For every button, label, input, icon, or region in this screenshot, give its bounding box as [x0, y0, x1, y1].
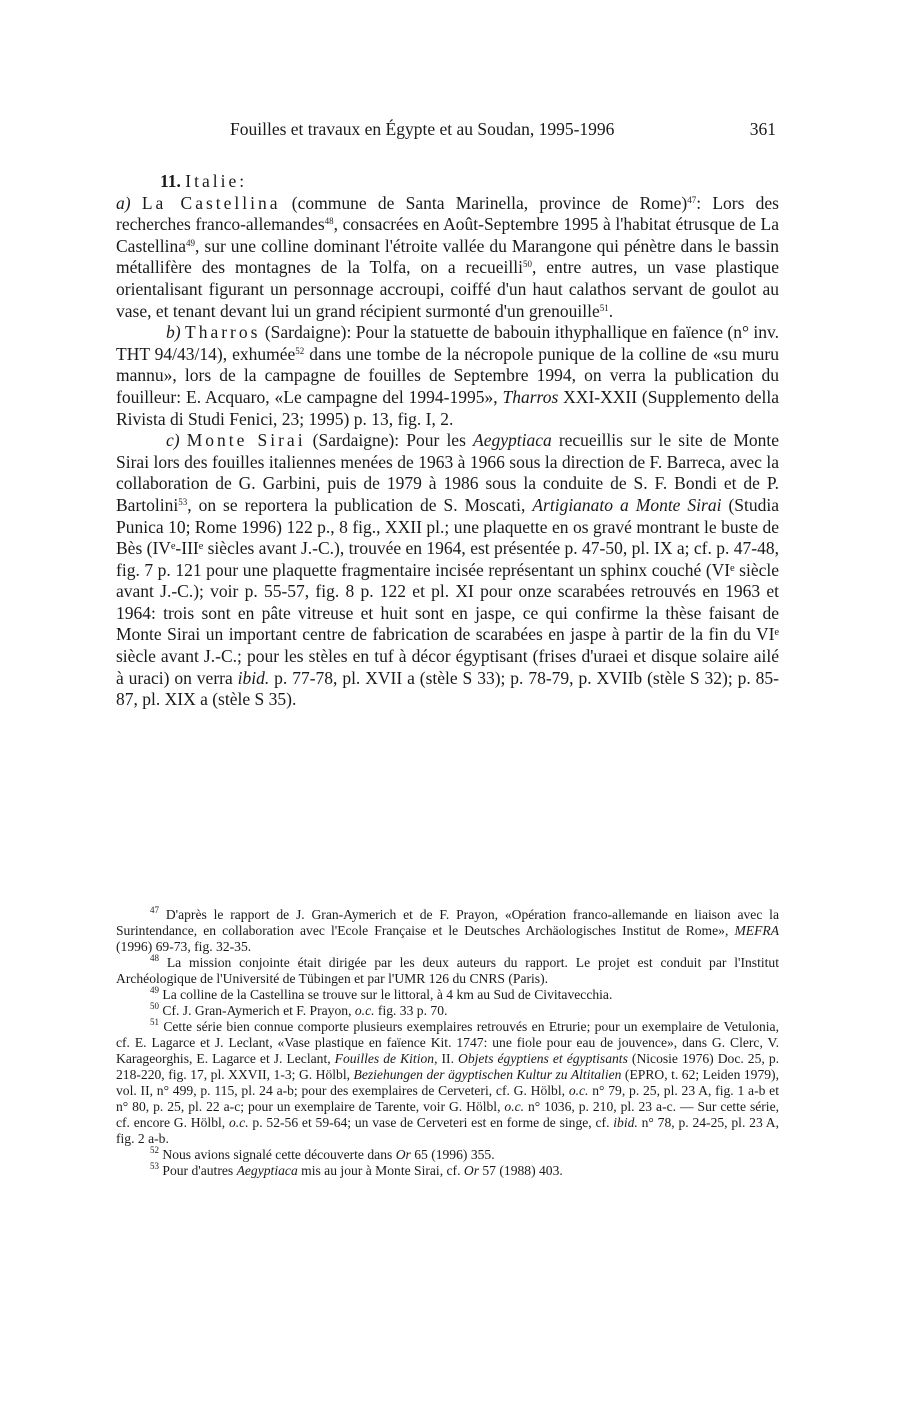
footnote-number: 48 — [150, 953, 159, 963]
italic-term: o.c. — [504, 1099, 525, 1114]
italic-term: o.c. — [228, 1115, 249, 1130]
text: (Sardaigne): Pour la statuette de babouin ithyphallique en faïence (n° inv. THT 94/43/14), exhumée — [116, 322, 780, 364]
italic-term: Aegyptiaca — [473, 430, 552, 451]
text: recueillis sur le site de Monte Sirai lors des fouilles italiennes menées de 1963 à 1966 sous la direction de F. Barreca, avec la collaboration de G. Garbini, puis de 1979 à 1986 sous la conduite de S. F. Bondi et de P. Bartolini — [116, 430, 780, 515]
book-title: Artigianato a Monte Sirai — [532, 494, 722, 515]
section-number: 11. — [160, 171, 181, 191]
footnote-48 — [116, 955, 779, 987]
text: , sur une colline dominant l'étroite vallée du Marangone qui pénètre dans le bassin métallifère des montagnes de la Tolfa, on a recueilli — [116, 235, 779, 278]
running-title: Fouilles et travaux en Égypte et au Soudan, 1995-1996 — [230, 119, 615, 139]
text: dans une tombe de la nécropole punique de la colline de «su muru mannu», lors de la campagne de fouilles de Septembre 1994, on verra la publication du fouilleur: E. Acquaro, «Le campagne del 1994-1995», — [116, 343, 779, 407]
footnote-52 — [116, 1147, 779, 1163]
book-title: Objets égyptiens et égyptisants — [458, 1051, 628, 1066]
text: XXI-XXII (Supplemento della Rivista di Studi Fenici, 23; 1995) p. 13, fig. I, 2. — [116, 386, 779, 429]
paragraph-monte-sirai — [116, 430, 779, 711]
text: (Nicosie 1976) Doc. 25, p. 218-220, fig. 17, pl. XXVII, 1-3; G. Hölbl, — [116, 1051, 780, 1082]
text: fig. 33 p. 70. — [374, 1003, 448, 1018]
footnote-ref-52: 52 — [295, 345, 305, 356]
text: (1996) 69-73, fig. 32-35. — [116, 939, 252, 954]
text: . — [608, 300, 614, 321]
footnote-49 — [116, 987, 779, 1003]
item-letter-b: b) — [166, 322, 181, 343]
text: : Lors des recherches franco-allemandes — [116, 192, 779, 235]
item-letter-a: a) — [116, 192, 131, 213]
site-name-castellina: La Castellina — [141, 192, 281, 213]
item-letter-c: c) — [166, 430, 180, 451]
footnote-50 — [116, 1003, 779, 1019]
footnote-number: 53 — [150, 1161, 159, 1171]
footnote-51 — [116, 1019, 779, 1147]
journal-title: Or — [463, 1163, 479, 1178]
journal-title: Tharros — [502, 386, 559, 407]
footnote-number: 47 — [150, 905, 159, 915]
footnote-number: 51 — [150, 1017, 159, 1027]
paragraph-italie-a — [116, 171, 779, 322]
text: n° 78, p. 24-25, pl. 23 A, fig. 2 a-b. — [116, 1115, 780, 1146]
text: n° 79, p. 25, pl. 23 A, fig. 1 a-b et n° 80, p. 25, pl. 22 a-c; pour un exemplaire de Tarente, voir G. Hölbl, — [116, 1083, 779, 1114]
text: , consacrées en Août-Septembre 1995 à l'habitat étrusque de La Castellina — [116, 214, 779, 256]
text: (commune de Santa Marinella, province de Rome) — [280, 192, 688, 213]
section-heading: Italie: — [185, 171, 248, 191]
footnote-ref-53: 53 — [178, 496, 188, 507]
text: La colline de la Castellina se trouve sur le littoral, à 4 km au Sud de Civitavecchia. — [159, 987, 613, 1002]
journal-title: Or — [395, 1147, 411, 1162]
text: Pour d'autres — [159, 1163, 237, 1178]
footnote-ref-51: 51 — [599, 302, 609, 313]
footnote-number: 50 — [150, 1001, 159, 1011]
footnote-ref-50: 50 — [522, 259, 532, 270]
text: p. 77-78, pl. XVII a (stèle S 33); p. 78-79, p. XVIIb (stèle S 32); p. 85-87, pl. XIX a (stèle S 35). — [116, 667, 779, 710]
text: n° 1036, p. 210, pl. 23 a-c. — Sur cette série, cf. encore G. Hölbl, — [116, 1099, 780, 1130]
italic-term: o.c. — [354, 1003, 375, 1018]
footnotes — [116, 907, 779, 1179]
text: (EPRO, t. 62; Leiden 1979), vol. II, n° 499, p. 115, pl. 24 a-b; pour des exemplaires de Cerveteri, cf. G. Hölbl, — [116, 1067, 779, 1098]
footnote-ref-49: 49 — [185, 237, 195, 248]
text: (Sardaigne): Pour les — [305, 430, 473, 451]
text: Cette série bien connue comporte plusieurs exemplaires retrouvés en Etrurie; pour un exemplaire de Vetulonia, cf. E. Lagarce et J. Leclant, «Vase plastique en faïence Kit. 1747: une fiole pour eau de jouvence», dans G. Clerc, V. Karageorghis, E. Lagarce et J. Leclant, — [116, 1019, 779, 1066]
footnote-47 — [116, 907, 779, 955]
text: , entre autres, un vase plastique orientalisant figurant un personnage accroupi, coiffé d'un haut calathos servant de goulot au vase, et tenant devant lui un grand récipient surmonté d'un grenouille — [116, 257, 779, 321]
text: p. 52-56 et 59-64; un vase de Cerveteri est en forme de singe, cf. — [248, 1115, 614, 1130]
text: Nous avions signalé cette découverte dans — [159, 1147, 396, 1162]
text: , on se reportera la publication de S. Moscati, — [187, 494, 533, 515]
footnote-number: 49 — [150, 985, 159, 995]
main-text — [116, 171, 779, 711]
site-name-tharros: Tharros — [185, 322, 261, 343]
footnote-ref-48: 48 — [324, 216, 334, 227]
footnote-ref-47: 47 — [687, 194, 697, 205]
text: mis au jour à Monte Sirai, cf. — [297, 1163, 464, 1178]
text: , II. — [434, 1051, 458, 1066]
italic-term: Aegyptiaca — [236, 1163, 298, 1178]
journal-title: MEFRA — [734, 923, 779, 938]
text: Cf. J. Gran-Aymerich et F. Prayon, — [159, 1003, 355, 1018]
paragraph-tharros — [116, 322, 779, 430]
text: 57 (1988) 403. — [478, 1163, 563, 1178]
footnote-number: 52 — [150, 1145, 159, 1155]
site-name-monte-sirai: Monte Sirai — [186, 430, 306, 451]
italic-term: ibid. — [613, 1115, 638, 1130]
italic-term: ibid. — [237, 667, 270, 688]
text: (Studia Punica 10; Rome 1996) 122 p., 8 fig., XXII pl.; une plaquette en os gravé montrant le buste de Bès (IVᵉ-IIIᵉ siècles avant J.-C.), trouvée en 1964, est présentée p. 47-50, pl. IX a; cf. p. 47-48, fig. 7 p. 121 pour une plaquette fragmentaire incisée représentant un sphinx couché (VIᵉ siècle avant J.-C.); voir p. 55-57, fig. 8 p. 122 et pl. XI pour onze scarabées retrouvés en 1963 et 1964: trois sont en pâte vitreuse et huit sont en jaspe, ce qui confirme la thèse faisant de Monte Sirai un important centre de fabrication de scarabées en jaspe à partir de la fin du VIᵉ siècle avant J.-C.; pour les stèles en tuf à décor égyptisant (frises d'uraei et disque solaire ailé à uraci) on verra — [116, 494, 779, 688]
text: 65 (1996) 355. — [410, 1147, 495, 1162]
page-number: 361 — [749, 119, 776, 139]
text: D'après le rapport de J. Gran-Aymerich et de F. Prayon, «Opération franco-allemande en liaison avec la Surintendance, en collaboration avec l'Ecole Française et le Deutsches Archäologisches Institut de Rome», — [116, 907, 779, 938]
footnote-53 — [116, 1163, 779, 1179]
text: La mission conjointe était dirigée par les deux auteurs du rapport. Le projet est conduit par l'Institut Archéologique de l'Université de Tübingen et par l'UMR 126 du CNRS (Paris). — [116, 955, 779, 986]
book-title: Fouilles de Kition — [334, 1051, 435, 1066]
book-title: Beziehungen der ägyptischen Kultur zu Altitalien — [353, 1067, 622, 1082]
italic-term: o.c. — [568, 1083, 589, 1098]
